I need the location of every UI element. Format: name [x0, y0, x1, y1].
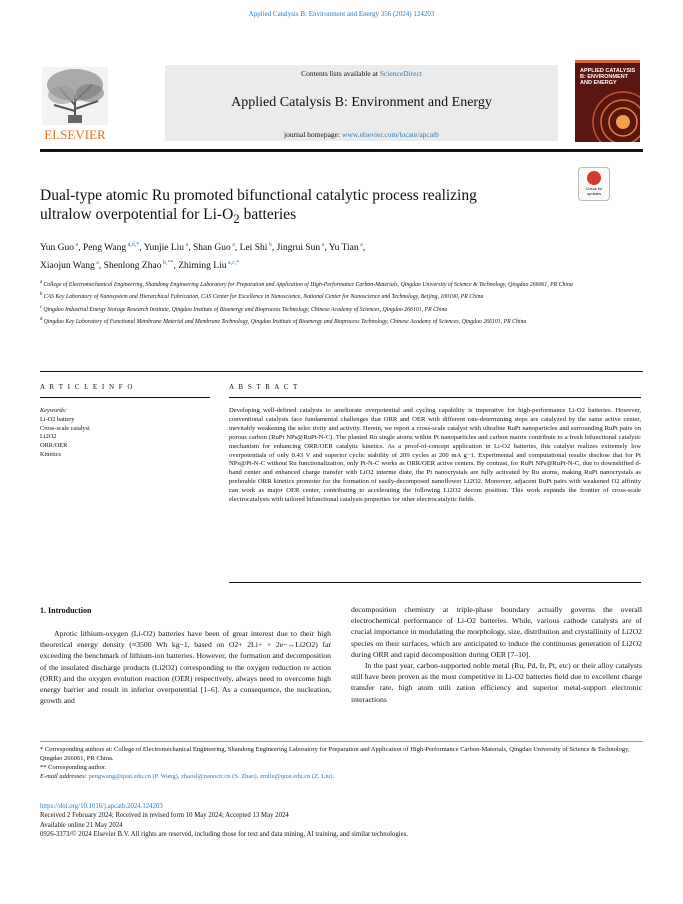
divider: [229, 397, 641, 398]
affiliation: $^b$ CAS Key Laboratory of Nanosystem and Hierarchical Fabrication, CAS Center for Excellence in Nanoscience, National Center for Nanoscience and Technology, Beijing, 100190, PR China: [40, 292, 484, 301]
author-affiliation-mark[interactable]: a: [74, 242, 79, 248]
article-title: Dual-type atomic Ru promoted bifunctional catalytic process realizing ultralow overpotential for $Li-O_2$ batteries: [40, 187, 477, 227]
abstract-text: Developing well-defined catalysts to ameliorate overpotential and cycling capability is imperative for high-performance Li-O2 batteries. However, conventional catalysts face fundamental challenges that ORR and OER with different rate-determining steps are catalyzed by the same active center, inevitably weakening the selec tivity and activity. Herein, we report a cross-scale catalyst with ultrafine RuPt nanoparticles and surrounding RuPt pairs on porous carbon (RuPt NPs@RuPt-N-C). The planted Ru single atoms within Pt nanoparticles and carbon matrix contribute to a fresh bifunctional catalytic mechanism for enhancing ORR/OER catalytic kinetics. As a proof-of-concept application in Li-O2 batteries, this catalyst realizes extremely low overpotentials of only 0.43 V and superior cyclic stability of 209 cycles at 200 mA g−1. Experimental and computational results disclose that for Pt NPs@Pt-N-C without Ru functionalization, only Pt-N-C works as ORR/OER active centers. By contrast, for RuPt NPs@RuPt-N-C, due to downshifted d-band center and enhanced charge transfer with LiO2 interme diate, the Pt nanocrystals are fully activated by Ru atoms, making RuPt nanocrystals as preferable ORR kinetics promoter for the formation of easily-decomposed nanoflower Li2O2. Moreover, adjacent RuPt pairs with weakened O2 affinity can work as major OER center, contributing to accelerating the following Li2O2 decom position. This work expands the frontier of cross-scale electrocatalysts with tailored bifunctional catalysis properties for other electrocatalytic fields.: [229, 407, 641, 504]
keyword: ORR/OER: [40, 442, 68, 450]
author-name[interactable]: Yun Guo: [40, 243, 75, 254]
affiliation: $^c$ Qingdao Industrial Energy Storage Research Institute, Qingdao Institute of Bioenergy and Bioprocess Technology, Chinese Academy of Sciences, Qingdao 266101, PR China: [40, 304, 448, 313]
keyword: Li-O2 battery: [40, 415, 75, 423]
divider: [229, 582, 641, 583]
affiliation: $^a$ College of Electromechanical Engineering, Shandong Engineering Laboratory for Preparation and Application of High-Performance Carbon-Materials, Qingdao University of Science & Technology, Qingdao 266061, PR China: [40, 280, 573, 288]
affiliation-list: [40, 278, 600, 327]
author-affiliation-mark[interactable]: a: [230, 242, 235, 248]
author-list: Yun Guo $^a$, Peng Wang $^{a,d,*}$, Yunjie Liu $^a$, Shan Guo $^a$, Lei Shi $^b$, Jingrui Sun $^a$, Yu Tian $^a$, Xiaojun Wang $^a$, Shenlong Zhao $^{b,**}$, Zhiming Liu $^{a,c,*}$: [40, 242, 366, 272]
email-links[interactable]: pengwang@qust.edu.cn (P. Wang), zhaosl@nanoctr.cn (S. Zhao), zmliu@qust.edu.cn (Z. Liu).: [88, 773, 335, 780]
affiliation: $^d$ Qingdao Key Laboratory of Functional Membrane Material and Membrane Technology, Qingdao Institute of Bioenergy and Bioprocess Technology, Chinese Academy of Sciences, Qingdao 266101, PR China: [40, 316, 527, 325]
keyword: Li2O2: [40, 433, 57, 441]
keyword-list: [40, 416, 170, 460]
author-name[interactable]: Yunjie Liu: [143, 243, 185, 254]
author-name[interactable]: Zhiming Liu: [178, 261, 227, 272]
intro-heading: 1. Introduction: [40, 606, 92, 615]
divider: [40, 397, 210, 398]
author-name[interactable]: Shan Guo: [192, 243, 231, 254]
contents-line: Contents lists available at ScienceDirect: [301, 69, 422, 78]
abstract-heading: A B S T R A C T: [229, 383, 299, 391]
author-name[interactable]: Jingrui Sun: [276, 243, 321, 254]
paragraph: decomposition chemistry at triple-phase boundary actually governs the overall electrochemical performance of Li-O2 batteries. While, various cathode catalysts are of crucial importance in modulating the morphology, size, distribution and crystallinity of Li2O2 species on their surfaces, which are anticipated to induce the continuous generation of Li2O2 during ORR and rapid decomposition during OER [7–10].: [351, 605, 642, 659]
author-name[interactable]: Shenlong Zhao: [103, 261, 162, 272]
author-affiliation-mark[interactable]: b,**: [161, 260, 174, 267]
author-affiliation-mark[interactable]: a: [94, 260, 99, 267]
author-affiliation-mark[interactable]: a: [320, 242, 325, 248]
cover-title: APPLIED CATALYSIS B: ENVIRONMENT AND ENERGY: [580, 68, 636, 87]
author-name[interactable]: Lei Shi: [239, 243, 268, 254]
author-affiliation-mark[interactable]: a: [358, 242, 363, 248]
keywords-label: Keywords:: [40, 407, 68, 414]
header-rule: [40, 149, 643, 152]
intro-column-left: [40, 628, 331, 706]
publication-info: https://doi.org/10.1016/j.apcatb.2024.124203 Received 2 February 2024; Received in revised form 10 May 2024; Accepted 13 May 2024 Available online 21 May 2024 0926-3373/© 2024 Elsevier B.V. All rights are reserved, including those for text and data mining, AI training, and similar technologies.: [40, 802, 643, 839]
elsevier-wordmark: ELSEVIER: [44, 127, 106, 142]
paragraph: In the past year, carbon-supported noble metal (Ru, Pd, Ir, Pt, etc) or their alloy catalysts still have been proven as the most competitive in Li-O2 batteries field due to excellent charge transfer rate, high atom utili zation efficiency and superior metal-support electronic interactions: [351, 661, 642, 704]
journal-name: Applied Catalysis B: Environment and Energy: [231, 95, 492, 110]
check-for-updates-badge[interactable]: Check for updates: [578, 167, 610, 201]
elsevier-logo[interactable]: [40, 65, 110, 145]
author-affiliation-mark[interactable]: a: [184, 242, 189, 248]
author-name[interactable]: Yu Tian: [328, 243, 359, 254]
divider: [40, 371, 643, 372]
footnote-divider: [40, 741, 643, 742]
author-name[interactable]: Xiaojun Wang: [40, 261, 95, 272]
author-affiliation-mark[interactable]: a,c,*: [226, 260, 240, 267]
journal-homepage: journal homepage: www.elsevier.com/locate/apcatb: [284, 130, 439, 139]
homepage-link[interactable]: www.elsevier.com/locate/apcatb: [341, 130, 439, 139]
journal-reference[interactable]: Applied Catalysis B: Environment and Energy 356 (2024) 124203: [248, 10, 435, 18]
paragraph: Aprotic lithium-oxygen (Li-O2) batteries have been of great interest due to their high theoretical energy density (≈3500 Wh kg−1, based on O2+ 2Li+ + 2e−↔Li2O2) far exceeding the benchmark of lithium-ion batteries. However, the formation and decomposition of the insulated discharge products (Li2O2) corresponding to the oxygen reduction re action (ORR) and the oxygen evolution reaction (OER) respectively, always need to overcome high energy barrier and result in inferior overpotential [1–6]. As a consequence, the nucleation, growth and: [40, 629, 331, 706]
keywords-block: [40, 407, 170, 460]
author-affiliation-mark[interactable]: a,d,*: [126, 242, 140, 248]
intro-column-right: [351, 604, 642, 705]
keyword: Kinetics: [40, 450, 61, 458]
keyword: Cross-scale catalyst: [40, 424, 90, 432]
article-info-heading: A R T I C L E I N F O: [40, 383, 134, 391]
journal-cover-thumbnail[interactable]: [575, 60, 640, 142]
footnotes: * Corresponding authors at: College of Electromechanical Engineering, Shandong Engineering Laboratory for Preparation and Application of High-Performance Carbon-Materials, Qingdao University of Science & Technology, Qingdao 266061, PR China. ** Corresponding author. E-mail addresses: pengwang@qust.edu.cn (P. Wang), zhaosl@nanoctr.cn (S. Zhao), zmliu@qust.edu.cn (Z. Liu).: [40, 746, 630, 780]
author-affiliation-mark[interactable]: b: [267, 242, 272, 248]
check-updates-icon: [587, 171, 601, 185]
author-name[interactable]: Peng Wang: [82, 243, 127, 254]
doi-link[interactable]: https://doi.org/10.1016/j.apcatb.2024.124203: [40, 803, 163, 810]
sciencedirect-link[interactable]: ScienceDirect: [379, 69, 422, 78]
